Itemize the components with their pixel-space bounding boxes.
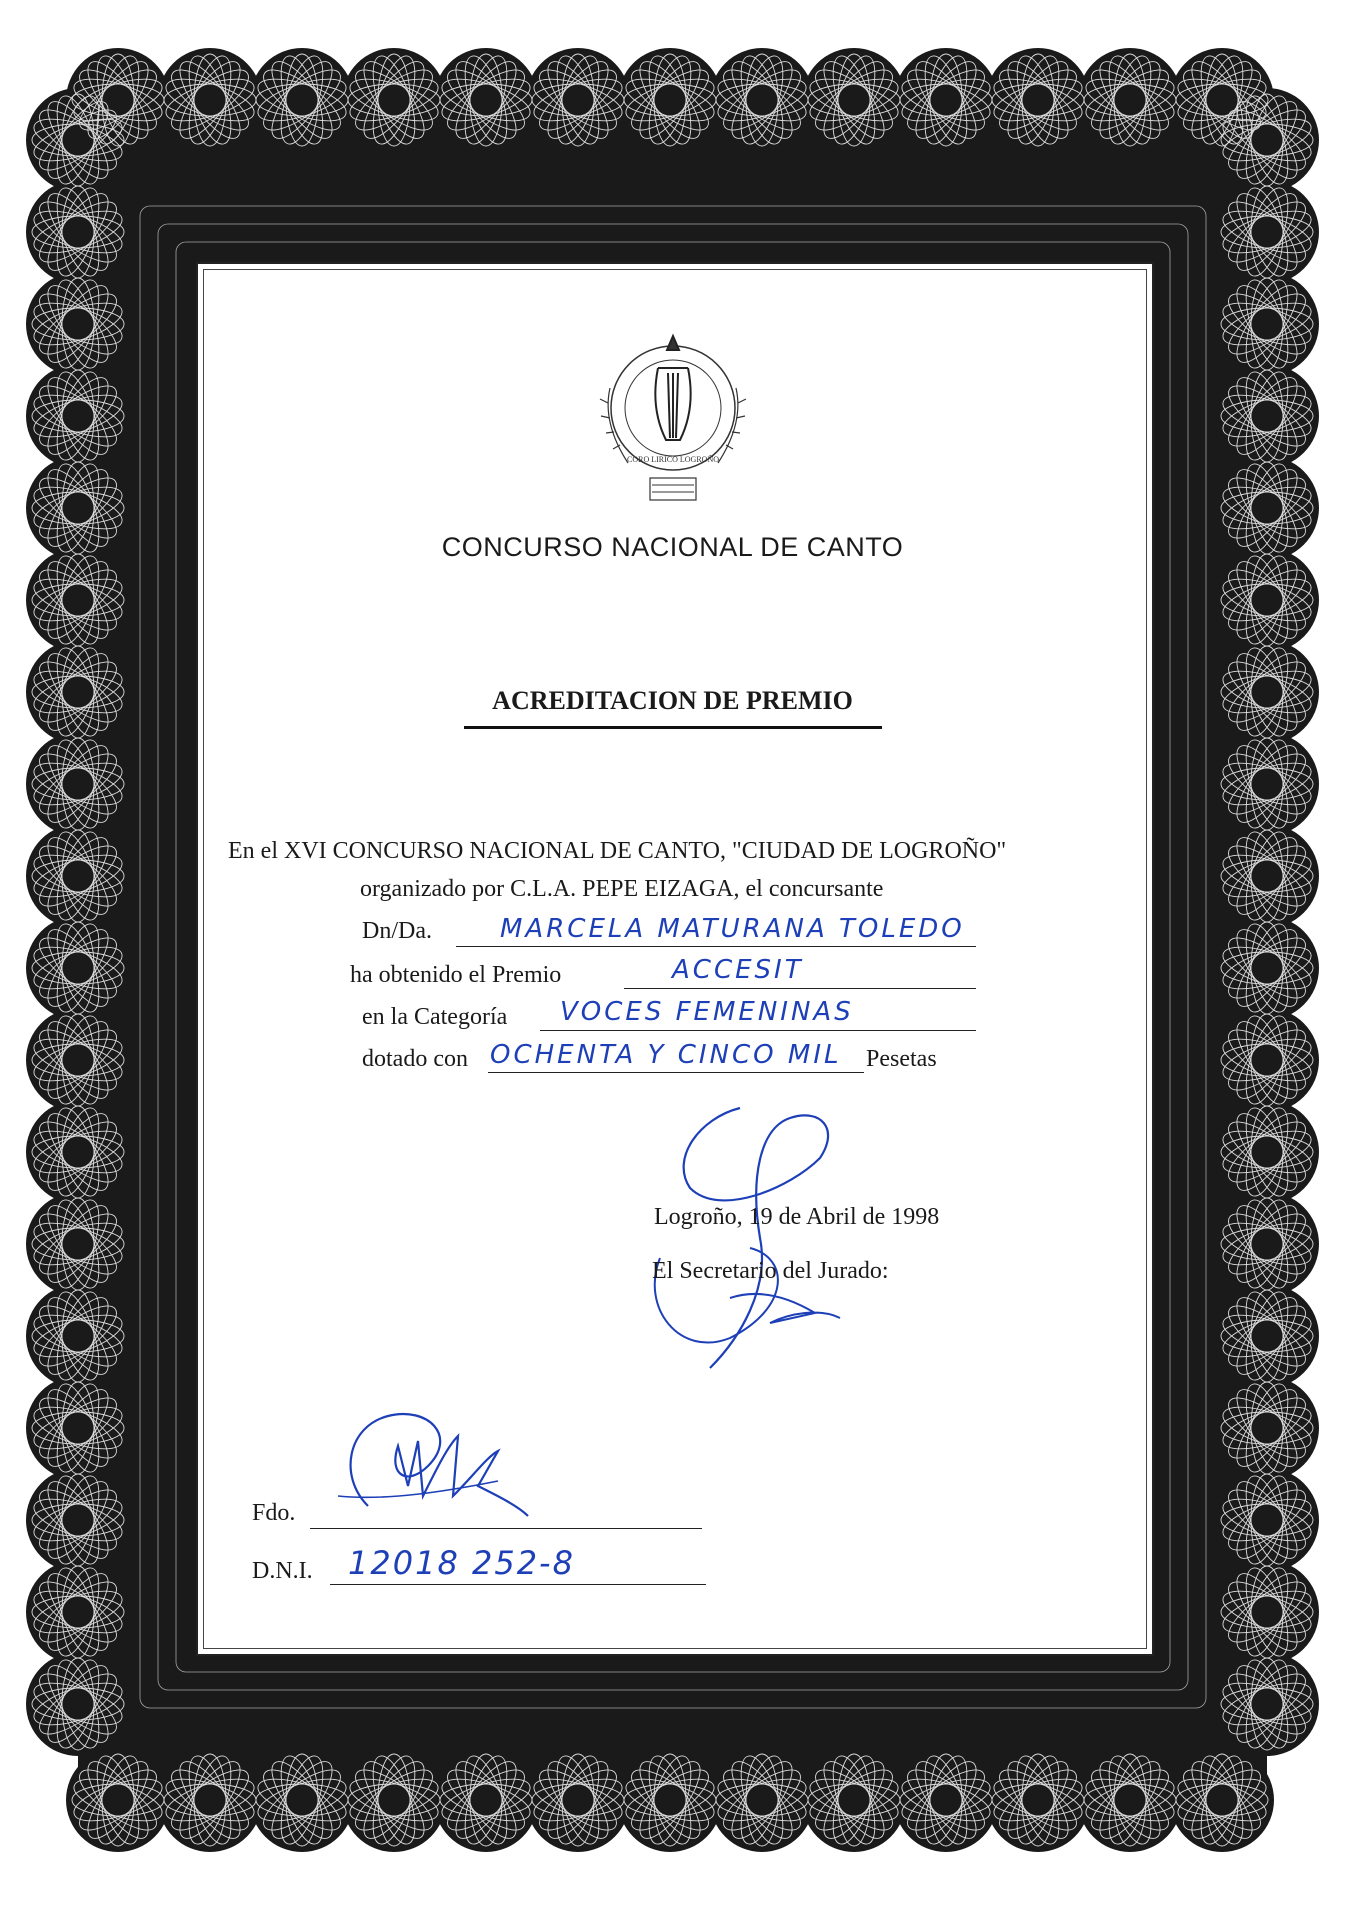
currency-label: Pesetas	[866, 1046, 937, 1072]
fdo-rule	[310, 1528, 702, 1529]
name-label: Dn/Da.	[362, 918, 432, 944]
seal-text: CORO LIRICO LOGROÑO	[627, 455, 719, 464]
name-value: MARCELA MATURANA TOLEDO	[500, 914, 965, 944]
name-rule	[456, 946, 976, 947]
premio-value: ACCESIT	[672, 955, 804, 985]
fdo-label: Fdo.	[252, 1500, 296, 1526]
seal-emblem	[588, 328, 758, 513]
title-underline	[464, 726, 882, 729]
document-title: ACREDITACION DE PREMIO	[492, 686, 853, 715]
dni-value: 12018 252-8	[348, 1544, 575, 1582]
premio-rule	[624, 988, 976, 989]
recipient-signature	[328, 1396, 558, 1526]
dni-label: D.N.I.	[252, 1558, 313, 1584]
categoria-label: en la Categoría	[362, 1004, 508, 1030]
dotado-value: OCHENTA Y CINCO MIL	[490, 1040, 842, 1070]
place-date: Logroño, 19 de Abril de 1998	[654, 1204, 940, 1230]
categoria-value: VOCES FEMENINAS	[560, 997, 854, 1027]
dni-rule	[330, 1584, 706, 1585]
categoria-rule	[540, 1030, 976, 1031]
premio-label: ha obtenido el Premio	[350, 962, 562, 988]
contest-title: CONCURSO NACIONAL DE CANTO	[441, 532, 904, 562]
secretary-signature	[640, 1098, 870, 1378]
dotado-rule	[488, 1072, 864, 1073]
secretary-label: El Secretario del Jurado:	[652, 1258, 889, 1284]
dotado-label: dotado con	[362, 1046, 468, 1072]
body-line-2: organizado por C.L.A. PEPE EIZAGA, el concursante	[360, 876, 884, 902]
body-line-1: En el XVI CONCURSO NACIONAL DE CANTO, "CIUDAD DE LOGROÑO"	[228, 838, 1007, 864]
